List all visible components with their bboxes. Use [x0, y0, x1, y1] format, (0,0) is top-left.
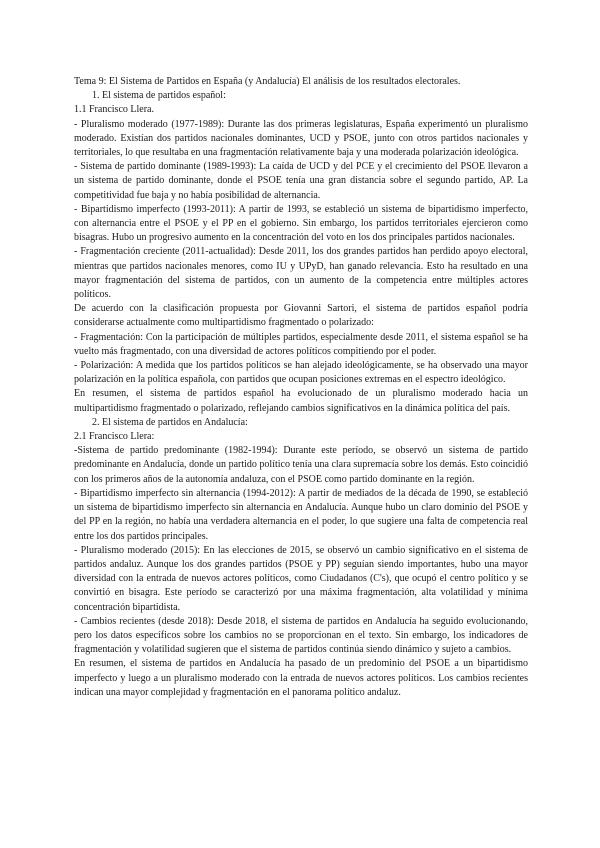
paragraph-cambios-recientes: - Cambios recientes (desde 2018): Desde 2018, el sistema de partidos en Andalucía ha seguido evolucionando, pero los datos específicos sobre los cambios no se proporcionan en el texto. Sin embargo, los indicadores de fragmentación y volatilidad sugieren que el sistema de partidos continúa siendo dinámico y sujeto a cambios.: [74, 615, 528, 656]
section-heading-spain: 1. El sistema de partidos español:: [92, 90, 226, 102]
paragraph-bipartidismo-sin-alternancia: - Bipartidismo imperfecto sin alternancia (1994-2012): A partir de mediados de la década de 1990, se estableció un sistema de bipartidismo imperfecto sin alternancia en Andalucía. Aunque hubo un claro dominio del PSOE y del PP en la región, no había una verdadera alternancia en el poder, lo que sugiere una falta de competencia real entre los dos partidos principales.: [74, 487, 528, 542]
section-heading-andalucia: 2. El sistema de partidos en Andalucía:: [92, 416, 248, 428]
paragraph-polarizacion: - Polarización: A medida que los partidos políticos se han alejado ideológicamente, se ha observado una mayor polarización en la política española, con partidos que ocupan posiciones extremas en el espectro ideológico.: [74, 360, 528, 386]
document-page: [74, 75, 528, 700]
paragraph-sartori-intro: De acuerdo con la clasificación propuesta por Giovanni Sartori, el sistema de partidos español podría considerarse actualmente como multipartidismo fragmentado o polarizado:: [74, 303, 528, 329]
document-title: Tema 9: El Sistema de Partidos en España (y Andalucía) El análisis de los resultados electorales.: [74, 76, 461, 87]
paragraph-pluralismo-moderado: - Pluralismo moderado (1977-1989): Durante las dos primeras legislaturas, España experimentó un pluralismo moderado. Existían dos partidos nacionales dominantes, UCD y PSOE, junto con otros partidos nacionales y territoriales, lo que resultaba en una fragmentación relativamente baja y una moderada polarización ideológica.: [74, 118, 528, 159]
subheading-llera-spain: 1.1 Francisco Llera.: [74, 104, 154, 116]
paragraph-bipartidismo-imperfecto: - Bipartidismo imperfecto (1993-2011): A partir de 1993, se estableció un sistema de bipartidismo imperfecto, con alternancia entre el PSOE y el PP en el gobierno. Sin embargo, los partidos territoriales ejercieron como bisagras. Hubo un progresivo aumento en la concentración del voto en los dos principales partidos nacionales.: [74, 203, 528, 244]
paragraph-summary-andalucia: En resumen, el sistema de partidos en Andalucía ha pasado de un predominio del PSOE a un bipartidismo imperfecto y luego a un pluralismo moderado con la entrada de nuevos actores políticos. Los cambios recientes indican una mayor complejidad y fragmentación en el panorama político andaluz.: [74, 658, 528, 698]
paragraph-partido-predominante: -Sistema de partido predominante (1982-1994): Durante este período, se observó un sistema de partido predominante en Andalucía, donde un partido político tenía una clara supremacía sobre los demás. Esto coincidió con los primeros años de la autonomía andaluza, con el PSOE como partido dominante en la región.: [74, 445, 528, 485]
paragraph-partido-dominante: - Sistema de partido dominante (1989-1993): La caída de UCD y del PCE y el crecimiento del PSOE llevaron a un sistema de partido dominante, donde el PSOE tenía una gran distancia sobre el segundo partido, AP. La competitividad fue baja y no había posibilidad de alternancia.: [74, 161, 528, 201]
paragraph-pluralismo-2015: - Pluralismo moderado (2015): En las elecciones de 2015, se observó un cambio significativo en el sistema de partidos andaluz. Aunque los dos grandes partidos (PSOE y PP) seguían siendo importantes, hubo una mayor diversidad con la entrada de nuevos actores políticos, como Ciudadanos (C's), que ocupó el centro político y se convirtió en bisagra. Este período se caracterizó por una máxima fragmentación, alta volatilidad y mínima concentración bipartidista.: [74, 544, 528, 613]
paragraph-fragmentacion: - Fragmentación: Con la participación de múltiples partidos, especialmente desde 2011, el sistema español se ha vuelto más fragmentado, con una diversidad de actores políticos compitiendo por el poder.: [74, 331, 528, 357]
subheading-llera-andalucia: 2.1 Francisco Llera:: [74, 431, 155, 443]
paragraph-fragmentacion-creciente: - Fragmentación creciente (2011-actualidad): Desde 2011, los dos grandes partidos han perdido apoyo electoral, mientras que partidos nacionales menores, como IU y UPyD, han ganado relevancia. Esto ha resultado en una mayor fragmentación del sistema de partidos, con un aumento de la competencia entre múltiples actores políticos.: [74, 246, 528, 301]
paragraph-summary-spain: En resumen, el sistema de partidos español ha evolucionado de un pluralismo moderado hacia un multipartidismo fragmentado o polarizado, reflejando cambios significativos en la dinámica política del país.: [74, 388, 528, 414]
